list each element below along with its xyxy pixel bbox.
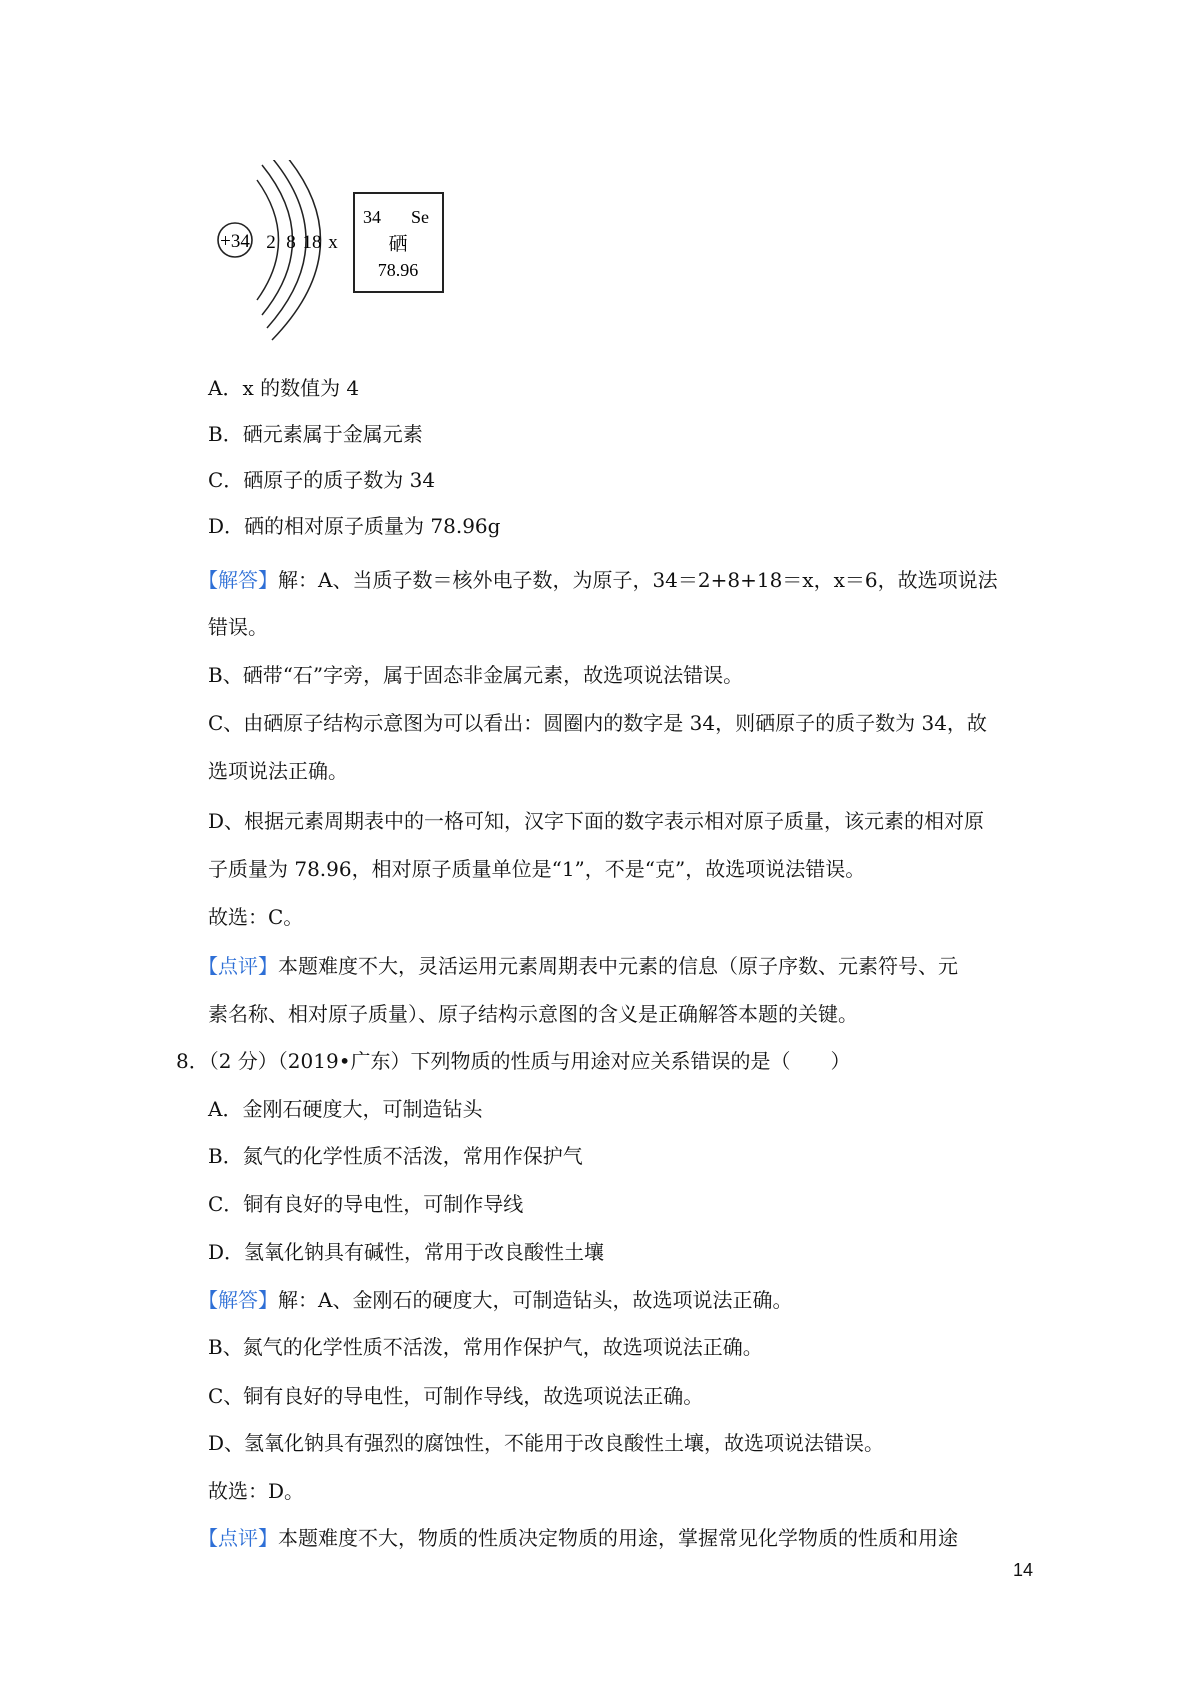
q7-answer-line-5: 选项说法正确。 xyxy=(208,759,348,783)
nucleus-label: +34 xyxy=(220,231,250,252)
shell-count-3: 18 xyxy=(302,232,322,253)
q8-option-b: B．氮气的化学性质不活泼，常用作保护气 xyxy=(208,1144,583,1168)
atom-structure-diagram xyxy=(218,160,338,340)
element-symbol: Se xyxy=(411,207,429,227)
q7-option-b: B．硒元素属于金属元素 xyxy=(208,422,423,446)
shell-count-2: 8 xyxy=(286,232,296,253)
element-mass: 78.96 xyxy=(377,260,419,280)
q8-comment-tag: 【点评】 xyxy=(198,1526,278,1550)
q7-comment-line-1: 【点评】本题难度不大，灵活运用元素周期表中元素的信息（原子序数、元素符号、元 xyxy=(198,954,958,978)
page-number: 14 xyxy=(1013,1560,1034,1580)
q7-option-a: A．x 的数值为 4 xyxy=(208,376,360,400)
q8-option-d: D．氢氧化钠具有碱性，常用于改良酸性土壤 xyxy=(208,1240,605,1264)
periodic-table-cell xyxy=(354,193,443,292)
selenium-figure xyxy=(205,160,495,350)
q7-answer-line-8: 故选：C。 xyxy=(208,905,304,929)
element-name: 硒 xyxy=(388,234,408,255)
q7-comment-line-2: 素名称、相对原子质量）、原子结构示意图的含义是正确解答本题的关键。 xyxy=(208,1002,858,1026)
q7-answer-tag: 【解答】 xyxy=(198,568,278,592)
q7-answer-line-3: B、硒带“石”字旁，属于固态非金属元素，故选项说法错误。 xyxy=(208,663,744,687)
q7-answer-line-4: C、由硒原子结构示意图为可以看出：圆圈内的数字是 34，则硒原子的质子数为 34，故 xyxy=(208,711,987,735)
q8-answer-line-2: B、氮气的化学性质不活泼，常用作保护气，故选项说法正确。 xyxy=(208,1335,763,1359)
q7-answer-line-2: 错误。 xyxy=(208,615,268,639)
q8-answer-tag: 【解答】 xyxy=(198,1288,278,1312)
q8-answer-line-1: 【解答】解：A、金刚石的硬度大，可制造钻头，故选项说法正确。 xyxy=(198,1288,793,1312)
q7-answer-line-1: 【解答】解：A、当质子数＝核外电子数，为原子，34＝2+8+18＝x，x＝6，故选项说法 xyxy=(198,568,998,592)
shell-count-1: 2 xyxy=(266,232,276,253)
shell-count-4: x xyxy=(328,232,338,253)
q8-comment-line-1: 【点评】本题难度不大，物质的性质决定物质的用途，掌握常见化学物质的性质和用途 xyxy=(198,1526,958,1550)
q7-option-c: C．硒原子的质子数为 34 xyxy=(208,468,436,492)
q8-option-a: A．金刚石硬度大，可制造钻头 xyxy=(208,1097,483,1121)
element-number: 34 xyxy=(363,207,381,227)
q8-question: 8．（2 分）（2019•广东）下列物质的性质与用途对应关系错误的是（ ） xyxy=(176,1049,851,1073)
q7-comment-tag: 【点评】 xyxy=(198,954,278,978)
q7-answer-line-7: 子质量为 78.96，相对原子质量单位是“1”，不是“克”，故选项说法错误。 xyxy=(208,857,866,881)
q7-option-d: D．硒的相对原子质量为 78.96g xyxy=(208,514,501,538)
q8-answer-line-3: C、铜有良好的导电性，可制作导线，故选项说法正确。 xyxy=(208,1384,704,1408)
q7-answer-line-6: D、根据元素周期表中的一格可知，汉字下面的数字表示相对原子质量，该元素的相对原 xyxy=(208,809,985,833)
q8-option-c: C．铜有良好的导电性，可制作导线 xyxy=(208,1192,524,1216)
q8-answer-line-5: 故选：D。 xyxy=(208,1479,305,1503)
q8-answer-line-4: D、氢氧化钠具有强烈的腐蚀性，不能用于改良酸性土壤，故选项说法错误。 xyxy=(208,1431,885,1455)
